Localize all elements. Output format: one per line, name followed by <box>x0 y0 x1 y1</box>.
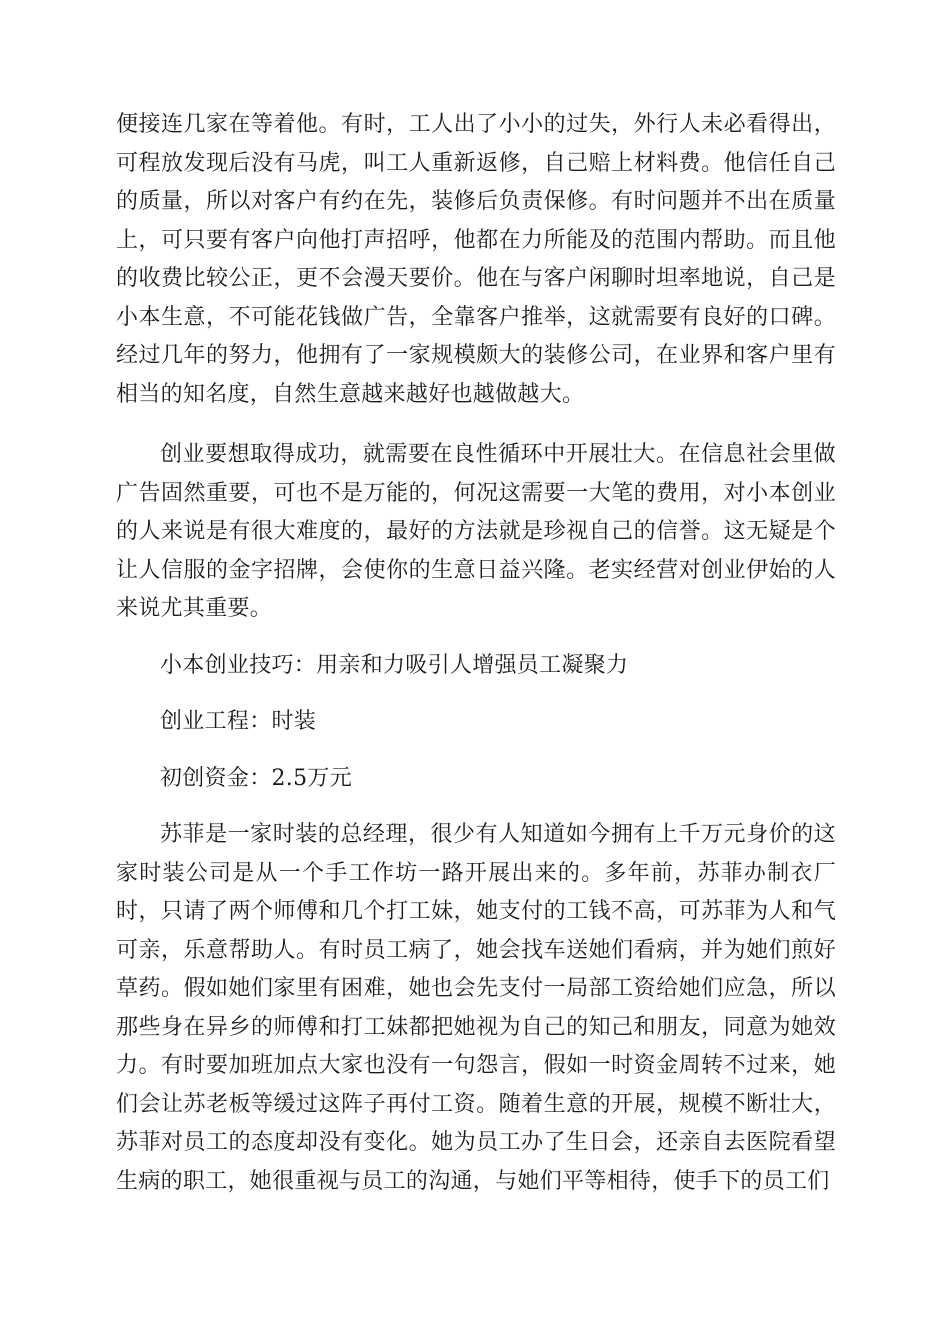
project-label: 创业工程：时装 <box>160 709 317 734</box>
paragraph-sophie-story: 苏菲是一家时装的总经理，很少有人知道如今拥有上千万元身价的这家时装公司是从一个手工作坊一路开展出来的。多年前，苏菲办制衣厂时，只请了两个师傅和几个打工妹，她支付的工钱不高，可苏菲为人和气可亲，乐意帮助人。有时员工病了，她会找车送她们看病，并为她们煎好草药。假如她们家里有困难，她也会先支付一局部工资给她们应急，所以那些身在异乡的师傅和打工妹都把她视为自己的知己和朋友，同意为她效力。有时要加班加点大家也没有一句怨言，假如一时资金周转不过来，她们会让苏老板等缓过这阵子再付工资。随着生意的开展，规模不断壮大，苏菲对员工的态度却没有变化。她为员工办了生日会，还亲自去医院看望生病的职工，她很重视与员工的沟通，与她们平等相待，使手下的员工们 <box>116 822 836 1194</box>
section-heading-tip: 小本创业技巧：用亲和力吸引人增强员工凝聚力 <box>160 652 629 678</box>
paragraph-renovation-story: 便接连几家在等着他。有时，工人出了小小的过失，外行人未必看得出，可程放发现后没有马虎，叫工人重新返修，自己赔上材料费。他信任自己的质量，所以对客户有约在先，装修后负责保修。有时问题并不出在质量上，可只要有客户向他打声招呼，他都在力所能及的范围内帮助。而且他的收费比较公正，更不会漫天要价。他在与客户闲聊时坦率地说，自己是小本生意，不可能花钱做广告，全靠客户推举，这就需要有良好的口碑。经过几年的努力，他拥有了一家规模颇大的装修公司，在业界和客户里有相当的知名度，自然生意越来越好也越做越大。 <box>116 112 836 407</box>
paragraph-reputation-advice: 创业要想取得成功，就需要在良性循环中开展壮大。在信息社会里做广告固然重要，可也不是万能的，何况这需要一大笔的费用，对小本创业的人来说是有很大难度的，最好的方法就是珍视自己的信誉。这无疑是个让人信服的金字招牌，会使你的生意日益兴隆。老实经营对创业伊始的人来说尤其重要。 <box>116 442 836 621</box>
document-body <box>116 106 836 1201</box>
startup-capital-label: 初创资金：2.5万元 <box>160 765 352 791</box>
